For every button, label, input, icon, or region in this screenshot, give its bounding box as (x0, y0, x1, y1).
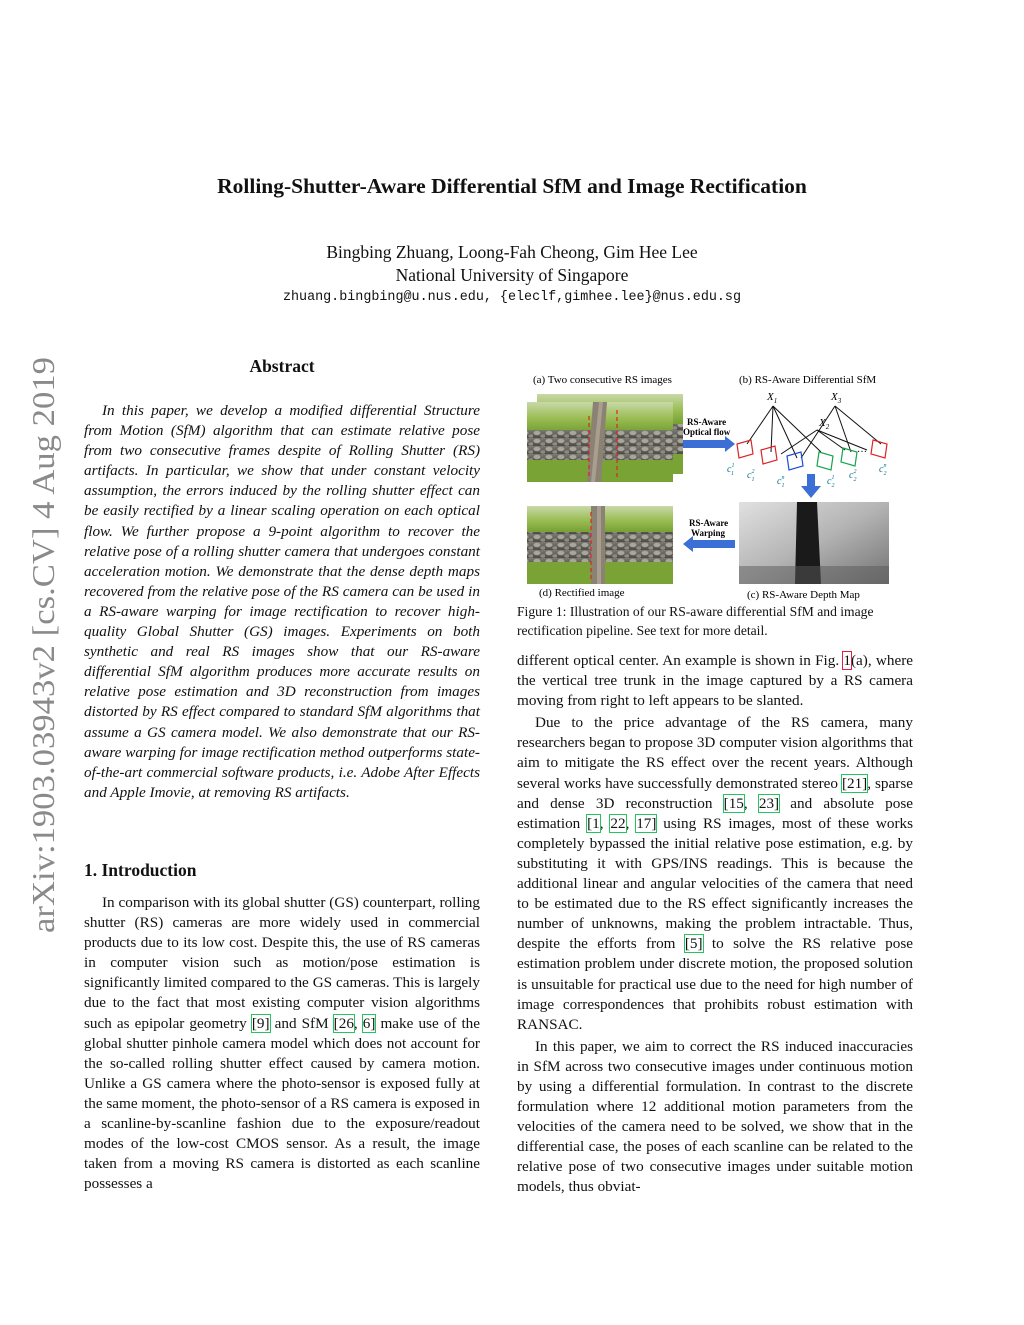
arrow-label-bottom-2: Warping (691, 528, 726, 538)
point-x2-label: $X_2$ (819, 417, 830, 431)
text-run: different optical center. An example is shown in Fig. (517, 652, 844, 669)
figure-label-a: (a) Two consecutive RS images (533, 374, 672, 386)
citation-link-26[interactable]: [26 (333, 1014, 354, 1032)
citation-link-6[interactable]: 6] (362, 1014, 376, 1032)
author-block (0, 241, 1024, 287)
right-paragraph-1 (517, 651, 913, 711)
camera-label-c1n: $c^n$ 1 (777, 475, 785, 489)
arrow-label-bottom-1: RS-Aware (689, 518, 729, 528)
arrow-label-top-1: RS-Aware (687, 417, 727, 427)
paper-title: Rolling-Shutter-Aware Differential SfM and Image Rectification (217, 174, 807, 198)
point-x3-label: $X_3$ (831, 391, 842, 405)
arxiv-id: arXiv:1903.03943v2 [cs.CV] 4 Aug 2019 (25, 401, 61, 933)
camera-label-c12: $c^2$ 1 (747, 469, 755, 483)
citation-link-9[interactable]: [9] (251, 1014, 270, 1032)
abstract-text: In this paper, we develop a modified differential Structure from Motion (SfM) algorithm that can estimate relative pose from two consecutive frames despite of Rolling Shutter (RS) artifacts. In particular, we show that under constant velocity assumption, the errors induced by the rolling shutter effect can be easily rectified by a linear scaling operation on each optical flow. We further propose a 9-point algorithm to recover the relative pose of a rolling shutter camera that undergoes constant acceleration motion. We demonstrate that the dense depth maps recovered from the relative pose of the RS camera can be used in a RS-aware warping for image rectification to recover high-quality Global Shutter (GS) images. Experiments on both synthetic and real RS images show that our RS-aware differential SfM algorithm produces more accurate results on relative pose estimation and 3D reconstruction from images distorted by RS effect compared to standard SfM algorithms that assume a GS camera model. We also demonstrate that our RS-aware warping for image rectification method outperforms state-of-the-art commercial software products, i.e. Adobe After Effects and Apple Imovie, at removing RS artifacts. (84, 402, 480, 801)
right-paragraph-2: Due to the price advantage of the RS camera, many researchers began to propose 3D computer vision algorithms that aim to mitigate the RS effect over the recent years. Although several works have successfully demonstrated stereo [21], sparse and dense 3D reconstruction [15, 23] and absolute pose estimation [1, 22, 17] using RS images, most of these works completely bypassed the initial relative pose estimation, e.g. by substituting it with GPS/INS readings. This is because the additional linear and angular velocities of the camera that need to be estimated due to the RS effect significantly increases the number of unknowns, making the problem intractable. Thus, despite the efforts from [5] to solve the RS relative pose estimation problem under discrete motion, the proposed solution is unsuitable for practical use due to the need for high number of image correspondences that prohibits robust estimation with RANSAC. (517, 714, 914, 1033)
warping-arrow (683, 518, 735, 552)
text-run: using RS images, most of these works completely bypassed the initial relative pose estimation, e.g. by substituting it with GPS/INS readings. This is because the additional linear and angular velocities of the camera that need to be estimated due to the RS effect significantly increases the number of unknowns, making the problem intractable. Thus, despite the efforts from (517, 814, 914, 953)
optical-flow-arrow (683, 417, 735, 452)
sfm-diagram (727, 391, 887, 498)
affiliation: National University of Singapore (395, 265, 629, 285)
right-column-text (517, 651, 913, 1198)
intro-left-column (84, 893, 480, 1194)
camera-label-c11: $c^1$ 1 (727, 463, 735, 477)
figure-label-d: (d) Rectified image (539, 587, 625, 599)
citation-link-17[interactable]: 17] (636, 814, 657, 832)
citation-link-5[interactable]: [5] (684, 935, 703, 953)
text-run: , (353, 1014, 363, 1032)
right-paragraph-3: In this paper, we aim to correct the RS induced inaccuracies in SfM across two consecutive images under continuous motion by using a differential formulation. In contrast to the discrete formulation where 12 additional motion parameters from the velocities of the camera need to be solved, we show that in the differential case, the poses of each scanline can be related to the relative pose of two consecutive images under suitable motion models, thus obviat- (517, 1037, 913, 1196)
figure-label-b: (b) RS-Aware Differential SfM (739, 374, 877, 386)
down-arrow (801, 474, 821, 498)
text-run: (a), where the vertical tree trunk in the image captured by a RS camera moving from right to left appears to be slanted. (517, 652, 913, 710)
author-emails: zhuang.bingbing@u.nus.edu, {eleclf,gimhee.lee}@nus.edu.sg (282, 290, 742, 305)
citation-link-23[interactable]: 23] (758, 794, 780, 812)
point-x1-label: $X_1$ (767, 391, 778, 405)
text-run: , sparse and dense 3D reconstruction (517, 774, 913, 812)
citation-link-1[interactable]: [1 (587, 814, 600, 832)
citation-link-15[interactable]: [15 (723, 794, 744, 812)
figure-caption: Figure 1: Illustration of our RS-aware differential SfM and image rectification pipeline. See text for more detail. (517, 604, 874, 638)
text-run: and SfM (269, 1014, 334, 1032)
figure-label-c: (c) RS-Aware Depth Map (747, 589, 860, 601)
dots-ellipsis: … (857, 444, 867, 455)
text-run: make use of the global shutter pinhole camera model which does not account for the so-called rolling shutter effect caused by camera motion. Unlike a GS camera where the photo-sensor is exposed fully at the same moment, the photo-sensor of a RS camera is exposed in a scanline-by-scanline fashion due to the exposure/readout modes of the low-cost CMOS sensor. As a result, the image taken from a moving RS camera is distorted as each scanline possesses a (84, 1014, 481, 1193)
camera-label-c2n: $c^n$ 2 (879, 463, 887, 477)
text-run: to solve the RS relative pose estimation problem under discrete motion, the proposed solution is unsuitable for practical use due to the need for high number of image correspondences that prohibits robust estimation with RANSAC. (517, 935, 913, 1033)
arrow-label-top-2: Optical flow (683, 427, 731, 437)
figure-ref-link[interactable]: 1 (843, 652, 851, 669)
text-run: In comparison with its global shutter (GS) counterpart, rolling shutter (RS) cameras are more widely used in commercial products due to its low cost. Despite this, the use of RS cameras in computer vision such as motion/pose estimation is significantly limited compared to the GS cameras. This is largely due to the fact that most existing computer vision algorithms such as epipolar geometry (84, 894, 480, 1032)
abstract-heading: Abstract (249, 356, 315, 376)
abstract-body (84, 401, 480, 803)
figure-1 (521, 366, 913, 602)
citation-link-22[interactable]: 22 (610, 814, 626, 832)
author-names: Bingbing Zhuang, Loong-Fah Cheong, Gim Hee Lee (326, 242, 698, 262)
arxiv-watermark (8, 350, 72, 940)
intro-heading: 1. Introduction (84, 860, 197, 880)
text-run: Due to the price advantage of the RS camera, many researchers began to propose 3D computer vision algorithms that aim to mitigate the RS effect over the recent years. Although several works have successfully demonstrated stereo (517, 714, 913, 792)
depth-map (739, 502, 889, 584)
rs-image-front (527, 402, 673, 482)
citation-link-21[interactable]: [21] (841, 774, 868, 792)
rectified-image (527, 506, 673, 584)
camera-label-c22: $c^2$ 2 (849, 469, 857, 483)
intro-paragraph-1 (84, 893, 480, 1194)
text-run: and absolute pose estimation (517, 794, 913, 832)
camera-label-c21: $c^1$ 2 (827, 475, 835, 489)
